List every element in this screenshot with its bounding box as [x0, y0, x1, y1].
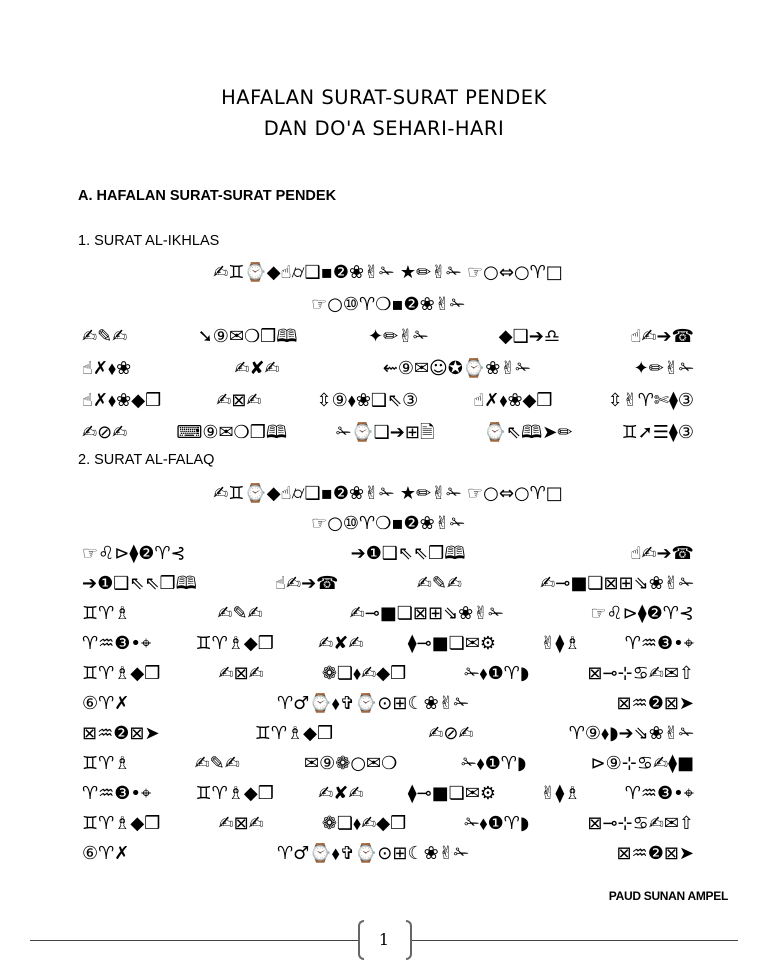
text-line [82, 603, 694, 625]
text-line [82, 390, 694, 412]
text-line [82, 723, 694, 745]
text-word: ❁❏⬧✍◆❒ [321, 663, 407, 684]
page-number-brace-right [406, 920, 412, 960]
text-word: ♊♈♗◆❒ [82, 813, 161, 834]
text-line [82, 358, 694, 380]
text-word: ✁⌚❑➔⊞🗎 [336, 422, 435, 443]
text-word: ✌⧫♗ [540, 633, 581, 654]
text-word: ✍✎✍ [82, 326, 128, 347]
text-word: ♊♈♗◆❒ [254, 723, 334, 744]
text-line [82, 663, 694, 685]
text-word: ♈♒❸•⌖ [624, 783, 694, 804]
text-word: ✍⊸■❏⊠⊞⇘❀✌✁ [540, 573, 694, 594]
text-word: ➔❶❑⇖⇖❒🕮 [82, 573, 197, 594]
text-line [82, 633, 694, 655]
text-word: ⊳⑨⊹♋✍⧫■ [590, 753, 694, 774]
text-word: ♈♒❸•⌖ [82, 783, 152, 804]
text-line: ✍♊⌚◆☝⌭❑▪❷❀✌✁ ★✏✌✁ ☞○⇔○♈□ [213, 262, 563, 283]
text-word: ♈♒❸•⌖ [82, 633, 152, 654]
text-word: ⊠♒❷⊠➤ [616, 843, 694, 864]
text-word: ⌚⇖🕮➤✏ [483, 422, 573, 443]
footer-rule-right [412, 940, 738, 941]
text-word: ✍⊠✍ [216, 390, 262, 411]
text-word: ✦✏✌✁ [367, 326, 429, 347]
text-word: ⑥♈✗ [82, 693, 130, 714]
text-word: ☝✍➔☎ [630, 326, 694, 347]
text-word: ⊠⊸⊹♋✍✉⇧ [587, 813, 694, 834]
text-word: ⇳✌♈✄⧫③ [607, 390, 694, 411]
text-line: ✍♊⌚◆☝⌭❑▪❷❀✌✁ ★✏✌✁ ☞○⇔○♈□ [213, 483, 563, 504]
text-word: ✍⊘✍ [428, 723, 474, 744]
document-title-line-2: DAN DO'A SEHARI-HARI [263, 117, 505, 140]
text-line [82, 753, 694, 775]
text-word: ♊♈♗ [82, 603, 131, 624]
text-word: ✍✎✍ [217, 603, 263, 624]
document-title-line-1: HAFALAN SURAT-SURAT PENDEK [221, 86, 547, 109]
text-word: ✍✘✍ [318, 633, 364, 654]
text-line: ☞○⑩♈❍▪❷❀✌✁ [311, 513, 465, 534]
text-word: ✍⊠✍ [218, 813, 264, 834]
text-word: ☝✗⬧❀ [82, 358, 132, 379]
text-word: ☞♌⊳⧫❷♈⊰ [82, 543, 186, 564]
text-word: ✍✎✍ [194, 753, 240, 774]
text-word: ♊♈♗◆❒ [195, 633, 274, 654]
text-line [82, 693, 694, 715]
text-word: ✌⧫♗ [540, 783, 581, 804]
text-line [82, 783, 694, 805]
section-heading: A. HAFALAN SURAT-SURAT PENDEK [78, 188, 337, 204]
text-word: ☞♌⊳⧫❷♈⊰ [590, 603, 694, 624]
text-word: ⑥♈✗ [82, 843, 130, 864]
text-word: ✍⊸■❏⊠⊞⇘❀✌✁ [349, 603, 504, 624]
text-line [82, 326, 694, 348]
text-word: ♈♂⌚⬧✞⌚⊙⊞☾❀✌✁ [277, 693, 469, 714]
text-word: ✍⊠✍ [218, 663, 264, 684]
text-word: ♈⑨⬧◗➔⇘❀✌✁ [568, 723, 694, 744]
text-line: ☞○⑩♈❍▪❷❀✌✁ [311, 294, 465, 315]
text-word: ☝✍➔☎ [630, 543, 694, 564]
text-word: ✉⑨❁○✉❍ [304, 753, 398, 774]
text-word: ♈♂⌚⬧✞⌚⊙⊞☾❀✌✁ [277, 843, 469, 864]
text-word: ♊♈♗ [82, 753, 131, 774]
text-word: ➔❶❑⇖⇖❒🕮 [350, 543, 466, 564]
text-word: ✍⊘✍ [82, 422, 128, 443]
text-word: ✁⬧❶♈◗ [461, 753, 527, 774]
text-line [82, 422, 694, 444]
text-word: ✍✘✍ [234, 358, 280, 379]
text-word: ✁⬧❶♈◗ [464, 813, 530, 834]
text-word: ⧫⊸■❏✉⚙ [407, 633, 497, 654]
text-word: ⌨⑨✉❍❒🕮 [176, 422, 288, 443]
text-word: ✦✏✌✁ [633, 358, 694, 379]
text-word: ☝✗⬧❀◆❒ [473, 390, 553, 411]
surah-heading-al-falaq: 2. SURAT AL-FALAQ [78, 452, 215, 468]
footer-brand: PAUD SUNAN AMPEL [608, 889, 728, 903]
text-line [82, 813, 694, 835]
surah-heading-al-ikhlas: 1. SURAT AL-IKHLAS [78, 233, 220, 249]
text-line [82, 543, 694, 565]
text-word: ⇳⑨⬧❀❑⇖③ [316, 390, 419, 411]
text-word: ♊♈♗◆❒ [195, 783, 274, 804]
text-word: ☝✗⬧❀◆❒ [82, 390, 162, 411]
text-word: ✁⬧❶♈◗ [464, 663, 530, 684]
text-word: ♊♈♗◆❒ [82, 663, 161, 684]
text-word: ⊠♒❷⊠➤ [616, 693, 694, 714]
text-word: ⇜⑨✉☺✪⌚❀✌✁ [382, 358, 531, 379]
text-word: ⊠⊸⊹♋✍✉⇧ [587, 663, 694, 684]
text-word: ◆❑➔♎ [498, 326, 560, 347]
text-word: ➘⑨✉❍❒🕮 [197, 326, 298, 347]
text-word: ❁❏⬧✍◆❒ [321, 813, 407, 834]
text-word: ☝✍➔☎ [275, 573, 339, 594]
text-word: ♈♒❸•⌖ [624, 633, 694, 654]
text-word: ✍✎✍ [416, 573, 462, 594]
text-word: ✍✘✍ [318, 783, 364, 804]
text-word: ♊➚☰⧫③ [621, 422, 694, 443]
text-line [82, 573, 694, 595]
text-word: ⧫⊸■❏✉⚙ [407, 783, 497, 804]
footer-rule-left [30, 940, 358, 941]
text-word: ⊠♒❷⊠➤ [82, 723, 160, 744]
page-number: 1 [378, 930, 390, 949]
text-line [82, 843, 694, 865]
